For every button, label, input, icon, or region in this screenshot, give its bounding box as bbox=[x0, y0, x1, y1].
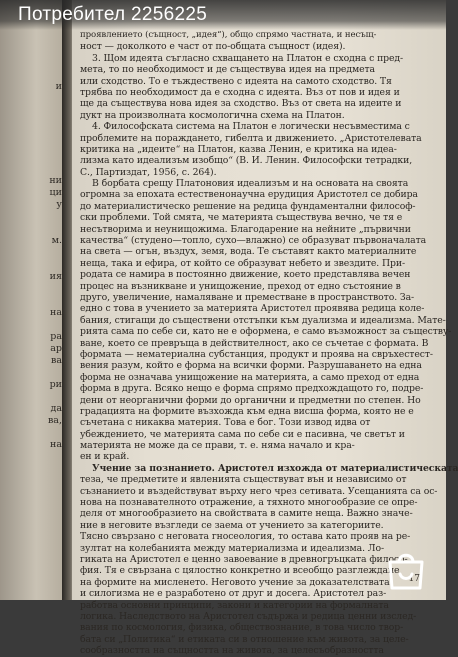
text-line: рията сама по себе си, като не е оформена, е само възможност за съществу- bbox=[80, 326, 452, 338]
text-line: логика. Наследството на Аристотел съдържа и редица ценни изслед- bbox=[80, 610, 417, 622]
text-line: форма не означава унищожение на материята, а само преход от една bbox=[80, 371, 420, 383]
left-page-text-fragment: на bbox=[50, 439, 62, 450]
text-line: неща, така и ефира, от който се образуват небето и звездите. При- bbox=[80, 257, 405, 269]
text-line: трябва по необходимост да е сходна с идеята. Въз от пов и идея и bbox=[80, 86, 400, 98]
text-line: Учение за познанието. Аристотел изхожда от материалистическата bbox=[92, 462, 458, 474]
text-line: ване, което се превръща в действителност, ако се съчетае с формата. В bbox=[80, 337, 429, 349]
page-number: 17 bbox=[408, 574, 420, 584]
text-line: на формите на мисленето. Неговото учение за доказателствата bbox=[80, 576, 390, 588]
watermark-banner bbox=[0, 0, 446, 30]
text-line: теза, че предметите и явленията съществуват вън и независимо от bbox=[80, 474, 407, 486]
text-line: лизма като идеализъм изобщо“ (В. И. Ленин. Философски тетрадки, bbox=[80, 155, 413, 167]
text-line: мета, то по необходимост и де съществува идея на предмета bbox=[80, 64, 375, 76]
left-page-text-fragment: у bbox=[56, 199, 62, 210]
left-facing-page bbox=[0, 0, 66, 600]
book-page bbox=[72, 0, 458, 657]
left-page-text-fragment: ар bbox=[50, 343, 62, 354]
text-line: нова на познавателното отражение, а тяхното многообразие се опре- bbox=[80, 497, 418, 509]
left-page-text-fragment: ра bbox=[50, 331, 62, 342]
left-page-text-fragment: ри bbox=[49, 379, 62, 390]
text-line: на света — огън, въздух, земя, вода. Те съставят както материалните bbox=[80, 246, 417, 258]
watermark-text: Потребител 2256225 bbox=[18, 4, 208, 25]
text-line: несътворима и неунищожима. Благодарение на нейните „първични bbox=[80, 223, 411, 235]
text-line: вания по космология, физика, обществознание, в това число твор- bbox=[80, 622, 404, 634]
text-line: гиката на Аристотел е ценно завоевание в древногръцката филосо- bbox=[80, 553, 408, 565]
text-line: сообразността на същността на живота, за целесъобразността bbox=[80, 645, 384, 657]
text-line: формата — нематериална субстанция, продукт и проява на свръхестест- bbox=[80, 348, 433, 360]
text-line: друго, увеличение, намаляване и преместване в пространството. За- bbox=[80, 291, 415, 303]
text-line: В борбата срещу Платоновия идеализъм и на основата на своята bbox=[92, 178, 409, 190]
left-page-text-fragment: ци bbox=[49, 187, 62, 198]
left-page-text-fragment: да bbox=[50, 403, 62, 414]
text-line: ен и край. bbox=[80, 451, 130, 463]
text-line: до материалистическо решение на редица фундаментални философ- bbox=[80, 200, 416, 212]
text-line: съзнанието и въздействуват върху него чрез сетивата. Усещанията са ос- bbox=[80, 485, 438, 497]
left-page-text-fragment: ва, bbox=[47, 415, 62, 426]
text-line: зултат на колебанията между материализма и идеализма. Ло- bbox=[80, 542, 384, 554]
text-line: ние в неговите възгледи се заема от учението за категориите. bbox=[80, 519, 384, 531]
text-line: вения разум, който е форма на всички форми. Разрушаването на една bbox=[80, 360, 422, 372]
text-line: огромна за епохата естественонаучна ерудиция Аристотел се добира bbox=[80, 189, 418, 201]
text-line: градацията на формите възхожда към една висша форма, която не е bbox=[80, 405, 414, 417]
text-line: съчетана с никаква материя. Това е бог. Този извод идва от bbox=[80, 417, 371, 429]
text-line: бания, стигащи до съществени отстъпки към дуализма и идеализма. Мате- bbox=[80, 314, 446, 326]
text-line: ще да съществува нова идея за сходство. Въз от света на идеите и bbox=[80, 98, 402, 110]
text-line: качества“ (студено—топло, сухо—влажно) се образуват първоначалата bbox=[80, 235, 427, 247]
text-line: деля от многообразието на свойствата в самите неща. Важно значе- bbox=[80, 508, 413, 520]
left-page-text-fragment: на bbox=[50, 307, 62, 318]
text-line: ски проблеми. Той смята, че материята съществува вечно, че тя е bbox=[80, 212, 403, 224]
text-line: убеждението, че материята сама по себе си е пасивна, че светът и bbox=[80, 428, 405, 440]
text-line: родата се намира в постоянно движение, което представлява вечен bbox=[80, 269, 411, 281]
shopping-bag-logo-icon bbox=[384, 550, 428, 590]
text-line: фия. Тя е свързана с цялостно конкретно и всеобщо разглеждане bbox=[80, 565, 400, 577]
text-line: критика на „идеите“ на Платон, казва Ленин, е критика на идеа- bbox=[80, 143, 397, 155]
left-page-text-fragment: ни bbox=[49, 175, 62, 186]
left-page-text-fragment: м. bbox=[51, 235, 62, 246]
text-line: С., Партиздат, 1956, с. 264). bbox=[80, 166, 217, 178]
text-line: проявлението (същност, „идея“), общо спрямо частната, и несъщ- bbox=[80, 30, 377, 40]
text-line: и силогизма не е разработено от друг и досега. Аристотел раз- bbox=[80, 588, 387, 600]
text-line: дукт на произволната космологична схема на Платон. bbox=[80, 109, 345, 121]
text-line: Тясно свързано с неговата гносеология, то остава като прояв на ре- bbox=[80, 531, 411, 543]
text-line: работва основни принципи, закони и категории на формалната bbox=[80, 599, 389, 611]
left-page-text-fragment: ва bbox=[50, 355, 62, 366]
text-line: 3. Щом идеята съгласно схващането на Платон е сходна с пред- bbox=[92, 52, 404, 64]
text-line: материята не може да се прави, т. е. няма начало и кра- bbox=[80, 440, 355, 452]
text-line: или сходство. То е тъждествено с идеята на самото сходство. Тя bbox=[80, 75, 392, 87]
text-line: процес на възникване и унищожение, преход от едно състояние в bbox=[80, 280, 401, 292]
left-page-text-fragment: и bbox=[55, 81, 62, 92]
text-line: форма в друга. Всяко нещо е форма спрямо предхождащото го, подре- bbox=[80, 383, 424, 395]
text-line: бата си „Политика“ и етиката си в отношение към живота, за целе- bbox=[80, 633, 409, 645]
text-line: проблемите на пораждането, гибелта и движението. „Аристотелевата bbox=[80, 132, 422, 144]
text-line: дени от неорганични форми до органични и предметни по степен. Но bbox=[80, 394, 421, 406]
text-line: ност — доколкото е част от по-общата същност (идея). bbox=[80, 41, 346, 53]
left-page-text-fragment: ия bbox=[49, 271, 62, 282]
text-line: едно с това в учението за материята Аристотел проявява редица коле- bbox=[80, 303, 425, 315]
text-line: 4. Философската система на Платон е логически несъвместима с bbox=[92, 121, 410, 133]
